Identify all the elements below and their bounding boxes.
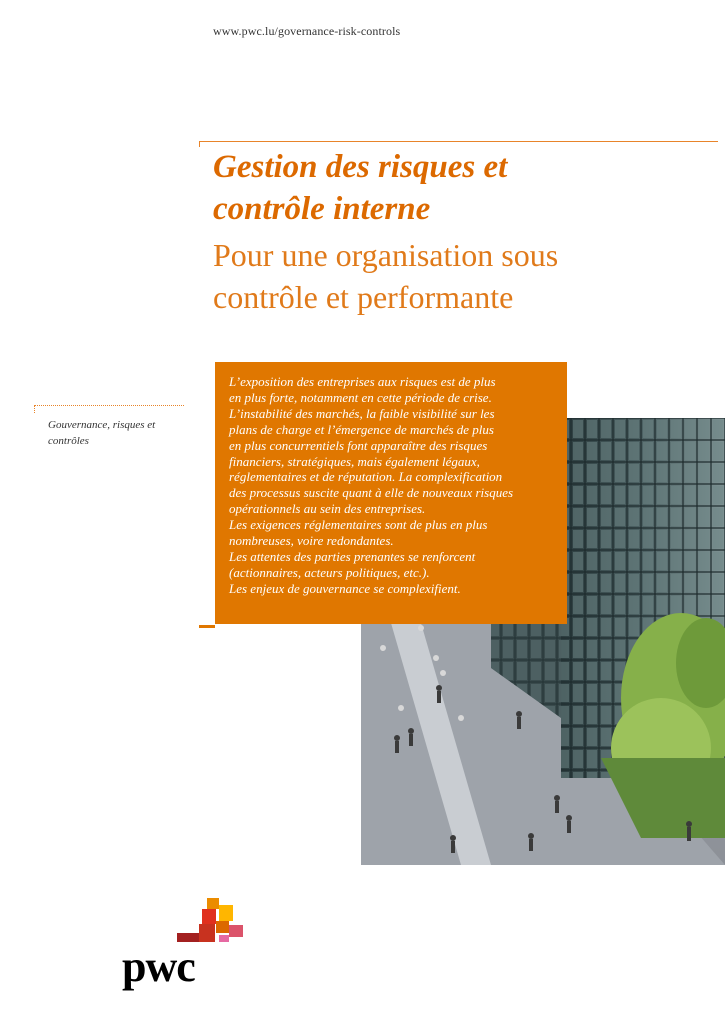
title-rule-tick (199, 141, 200, 147)
title-line-1: Gestion des risques et (213, 149, 508, 185)
title-rule (199, 141, 718, 142)
pwc-logo-text: pwc (122, 942, 195, 991)
intro-box (215, 362, 567, 624)
subtitle-line-2: contrôle et performante (213, 279, 514, 315)
page-subtitle (213, 234, 713, 318)
pwc-logo-mark (122, 895, 252, 947)
sidebar-label: Gouvernance, risques et contrôles (48, 419, 156, 447)
sidebar-rule (34, 405, 184, 406)
intro-text: L’exposition des entreprises aux risques est de plus en plus forte, notamment en cette période de crise. L’instabilité des marchés, la faible visibilité sur les plans de charge et l’émergence de marchés de plus en plus concurrentiels font apparaître des risques financiers, stratégiques, mais également légaux, réglementaires et de réputation. La complexification des processus suscite quant à elle de nouveaux risques opérationnels au sein des entreprises. Les exigences réglementaires sont de plus en plus nombreuses, voire redondantes. Les attentes des parties prenantes se renforcent (actionnaires, acteurs politiques, etc.). Les enjeux de gouvernance se complexifient. (229, 374, 514, 596)
subtitle-line-1: Pour une organisation sous (213, 237, 559, 273)
title-line-2: contrôle interne (213, 191, 431, 227)
page-title (213, 146, 713, 230)
sidebar-rule-tick (34, 405, 35, 413)
website-url: www.pwc.lu/governance-risk-controls (213, 24, 401, 38)
pwc-logo (122, 895, 252, 995)
intro-box-tick (199, 625, 215, 628)
